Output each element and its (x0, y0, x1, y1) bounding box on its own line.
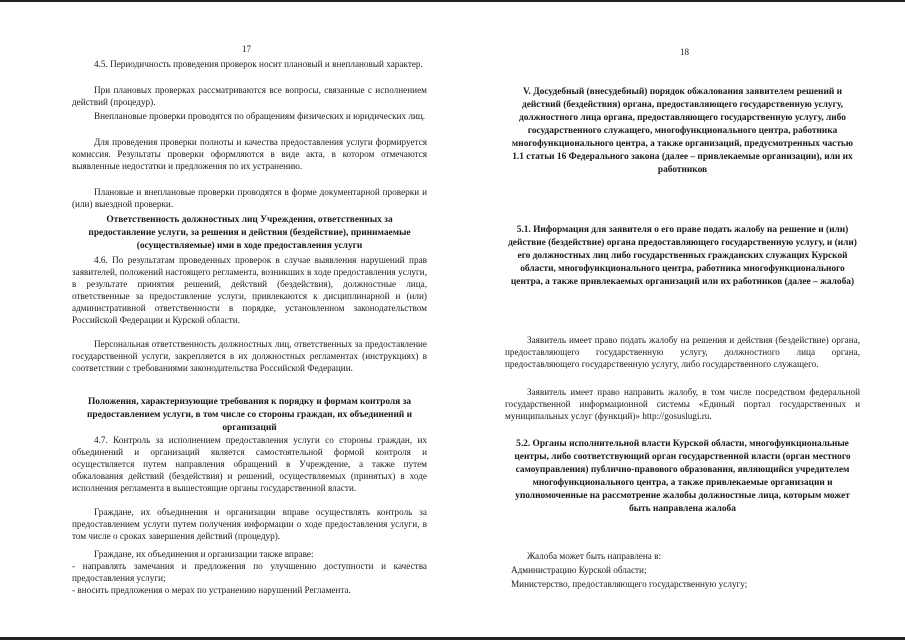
section-heading: Ответственность должностных лиц Учреждения, ответственных за предоставление услуги, за решения и действия (бездействие), принимаемые (осуществляемые) ими в ходе предоставления услуги (88, 215, 411, 251)
section-heading: Положения, характеризующие требования к порядку и формам контроля за предоставлением услуги, в том числе со стороны граждан, их объединений и организаций (87, 397, 412, 433)
paragraph: При плановых проверках рассматриваются все вопросы, связанные с исполнением действий (процедур). (72, 85, 427, 107)
paragraph: Граждане, их объединения и организации вправе осуществлять контроль за предоставлением услуги путем получения информации о ходе предоставления услуги, в том числе о сроках завершения действий (процедур). (72, 507, 427, 541)
paragraph: Внеплановые проверки проводятся по обращениям физических и юридических лиц. (94, 111, 426, 121)
paragraph: Плановые и внеплановые проверки проводятся в форме документарной проверки и (или) выездной проверки. (72, 187, 427, 209)
section-heading: 5.1. Информация для заявителя о его праве подать жалобу на решение и (или) действие (бездействие) органа предоставляющего государственную услугу, и (или) его должностных лиц либо государственных гражданских служащих Курской области, многофункционального центра, работника многофункционального центра, а также привлекаемых организаций или их работников (далее – жалоба) (508, 225, 857, 287)
page-number: 17 (242, 44, 251, 54)
paragraph-4-5: 4.5. Периодичность проведения проверок носит плановый и внеплановый характер. (94, 59, 423, 69)
section-heading: 5.2. Органы исполнительной власти Курской области, многофункциональные центры, либо соответствующий орган государственной власти (орган местного самоуправления) публично-правового образования, являющийся учредителем многофункционального центра, а также привлекаемые организации и уполномоченные на рассмотрение жалобы должностные лица, которым может быть направлена жалоба (514, 439, 851, 514)
page-number: 18 (680, 47, 689, 57)
right-page (505, 0, 860, 640)
paragraph-4-7: 4.7. Контроль за исполнением предоставления услуги со стороны граждан, их объединений и организаций является самостоятельной формой контроля и осуществляется путем направления обращений в Учреждение, а также путем обжалования действий (бездействия) и решений, осуществляемых (принятых) в ходе исполнения регламента в вышестоящие органы государственной власти. (72, 435, 427, 493)
paragraph: Жалоба может быть направлена в: (527, 551, 662, 561)
list-item: Администрацию Курской области; (511, 565, 647, 575)
list-item: Министерство, предоставляющего государственную услугу; (511, 579, 748, 589)
left-page (72, 0, 427, 640)
paragraph: Заявитель имеет право подать жалобу на решения и действия (бездействие) органа, предоставляющего государственную услугу, должностного лица органа, предоставляющего государственную услугу, либо государственного служащего. (505, 335, 860, 369)
chapter-heading: V. Досудебный (внесудебный) порядок обжалования заявителем решений и действий (бездействия) органа, предоставляющего государственную услугу, должностного лица органа, предоставляющего государственную услугу, либо государственного служащего, многофункционального центра, работника многофункционального центра, а также организаций, предусмотренных частью 1.1 статьи 16 Федерального закона (далее – привлекаемые организации), или их работников (511, 87, 854, 175)
paragraph-4-6: 4.6. По результатам проведенных проверок в случае выявления нарушений прав заявителей, положений настоящего регламента, возникших в ходе предоставления услуги, в результате принятия решений, действий (бездействия), должностные лица, ответственные за предоставление услуги, привлекаются к дисциплинарной и (или) административной ответственности в порядке, установленном законодательством Российской Федерации и Курской области. (72, 255, 427, 325)
list-item: - направлять замечания и предложения по улучшению доступности и качества предоставления услуги; (72, 561, 427, 583)
list-item: - вносить предложения о мерах по устранению нарушений Регламента. (72, 585, 351, 595)
paragraph: Заявитель имеет право направить жалобу, в том числе посредством федеральной государственной информационной системы «Единый портал государственных и муниципальных услуг (функций)» http://gosuslugi.ru. (505, 387, 860, 421)
paragraph: Персональная ответственность должностных лиц, ответственных за предоставление государственной услуги, закрепляется в их должностных регламентах (инструкциях) в соответствии с требованиями законодательства Российской Федерации. (72, 339, 427, 373)
paragraph: Для проведения проверки полноты и качества предоставления услуги формируется комиссия. Результаты проверки оформляются в виде акта, в котором отмечаются выявленные недостатки и предложения по их устранению. (72, 137, 427, 171)
paragraph: Граждане, их объединения и организации также вправе: (94, 549, 314, 559)
